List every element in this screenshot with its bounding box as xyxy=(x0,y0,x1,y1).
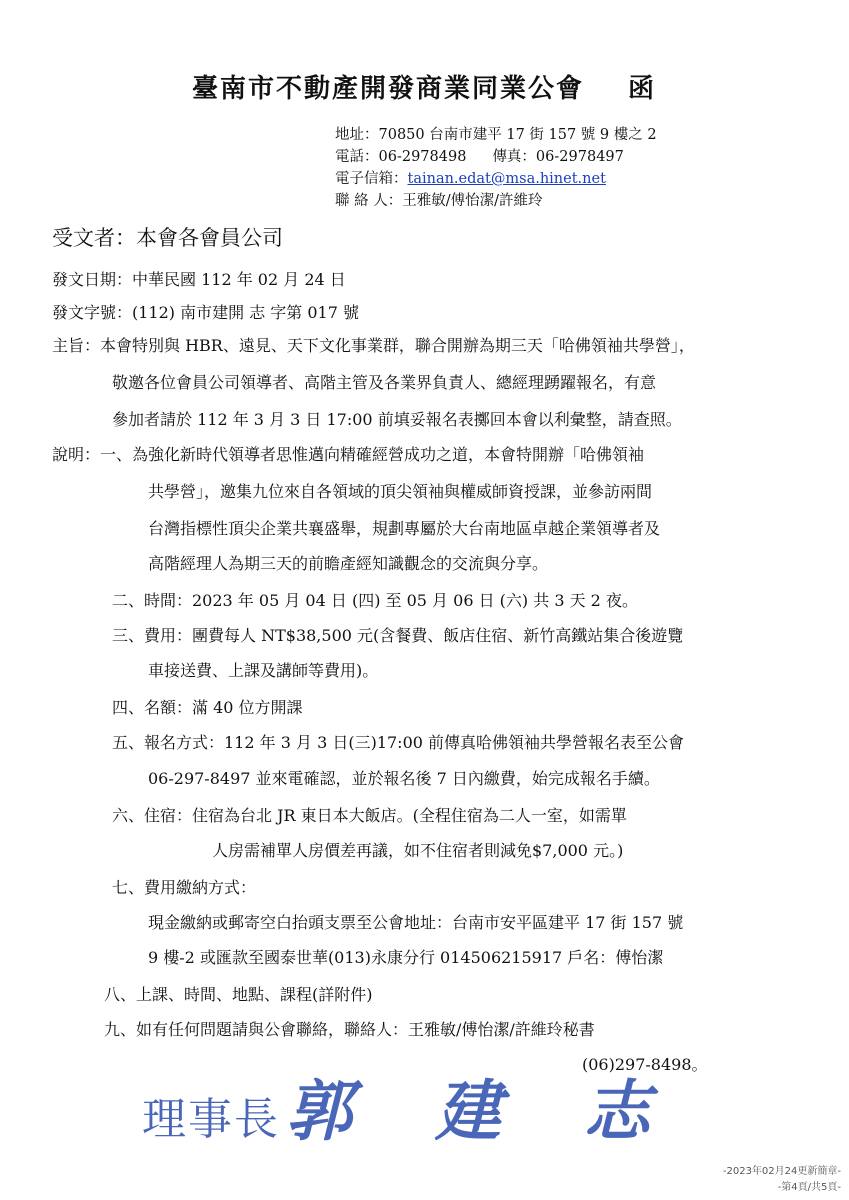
explanation-item-5-line-1: 五、報名方式：112 年 3 月 3 日(三)17:00 前傳真哈佛領袖共學營報名表至公會 xyxy=(112,733,685,752)
contact-person-line: 聯 絡 人：王雅敏/傅怡潔/許維玲 xyxy=(335,193,543,209)
email-line xyxy=(335,168,606,190)
org-title: 臺南市不動產開發商業同業公會 xyxy=(192,74,585,104)
explanation-item-7-line-1: 現金繳納或郵寄空白抬頭支票至公會地址：台南市安平區建平 17 街 157 號 xyxy=(148,913,684,932)
explanation-item-7-line-2: 9 樓-2 或匯款至國泰世華(013)永康分行 014506215917 戶名：傅怡潔 xyxy=(148,948,664,967)
explanation-item-1-line-4: 高階經理人為期三天的前瞻產經知識觀念的交流與分享。 xyxy=(148,554,549,573)
explanation-item-1-line-1: 說明：一、為強化新時代領導者思惟邁向精確經營成功之道，本會特開辦「哈佛領袖 xyxy=(52,445,645,464)
document-title xyxy=(192,68,656,105)
explanation-item-8: 八、上課、時間、地點、課程(詳附件) xyxy=(104,985,373,1004)
fax: 傳真：06-2978497 xyxy=(492,149,624,165)
recipient: 受文者：本會各會員公司 xyxy=(52,226,283,250)
subject-line-3: 參加者請於 112 年 3 月 3 日 17:00 前填妥報名表擲回本會以利彙整，請查照。 xyxy=(112,410,682,429)
signature-title: 理事長 xyxy=(142,1094,280,1145)
explanation-item-1-line-3: 台灣指標性頂尖企業共襄盛舉，規劃專屬於大台南地區卓越企業領導者及 xyxy=(148,519,661,538)
footer-update-note: -2023年02月24更新簡章- xyxy=(722,1166,841,1177)
subject-line-2: 敬邀各位會員公司領導者、高階主管及各業界負責人、總經理踴躍報名，有意 xyxy=(112,373,657,392)
address-line: 地址：70850 台南市建平 17 街 157 號 9 樓之 2 xyxy=(335,127,657,143)
signature xyxy=(142,1058,680,1153)
phone: 電話：06-2978498 xyxy=(335,149,467,165)
explanation-item-4: 四、名額：滿 40 位方開課 xyxy=(112,698,303,717)
email-label: 電子信箱： xyxy=(335,171,408,187)
email-link[interactable]: tainan.edat@msa.hinet.net xyxy=(407,171,606,187)
doc-type: 函 xyxy=(628,74,657,104)
phone-fax-line xyxy=(335,146,624,168)
explanation-item-5-line-2: 06-297-8497 並來電確認，並於報名後 7 日內繳費，始完成報名手續。 xyxy=(148,769,660,788)
signature-name: 郭 建 志 xyxy=(286,1072,680,1150)
explanation-item-2: 二、時間：2023 年 05 月 04 日 (四) 至 05 月 06 日 (六) 共 3 天 2 夜。 xyxy=(112,591,638,610)
subject-line-1: 主旨：本會特別與 HBR、遠見、天下文化事業群，聯合開辦為期三天「哈佛領袖共學營」， xyxy=(52,336,695,355)
issue-date: 發文日期：中華民國 112 年 02 月 24 日 xyxy=(52,270,346,289)
explanation-item-6-line-2: 人房需補單人房價差再議，如不住宿者則減免$7,000 元。) xyxy=(212,841,624,860)
explanation-item-6-line-1: 六、住宿：住宿為台北 JR 東日本大飯店。(全程住宿為二人一室，如需單 xyxy=(112,806,627,825)
issue-number: 發文字號：(112) 南市建開 志 字第 017 號 xyxy=(52,303,359,322)
explanation-item-7-heading: 七、費用繳納方式： xyxy=(112,878,257,897)
explanation-item-9-line-2: (06)297-8498。 xyxy=(582,1055,708,1074)
explanation-item-1-line-2: 共學營」，邀集九位來自各領域的頂尖領袖與權威師資授課，並參訪兩間 xyxy=(148,482,653,501)
footer-page-number: -第4頁/共5頁- xyxy=(777,1182,841,1193)
explanation-item-3-line-1: 三、費用：團費每人 NT$38,500 元(含餐費、飯店住宿、新竹高鐵站集合後遊覽 xyxy=(112,626,684,645)
explanation-item-3-line-2: 車接送費、上課及講師等費用)。 xyxy=(148,661,379,680)
explanation-item-9-line-1: 九、如有任何問題請與公會聯絡，聯絡人：王雅敏/傅怡潔/許維玲秘書 xyxy=(104,1020,595,1039)
